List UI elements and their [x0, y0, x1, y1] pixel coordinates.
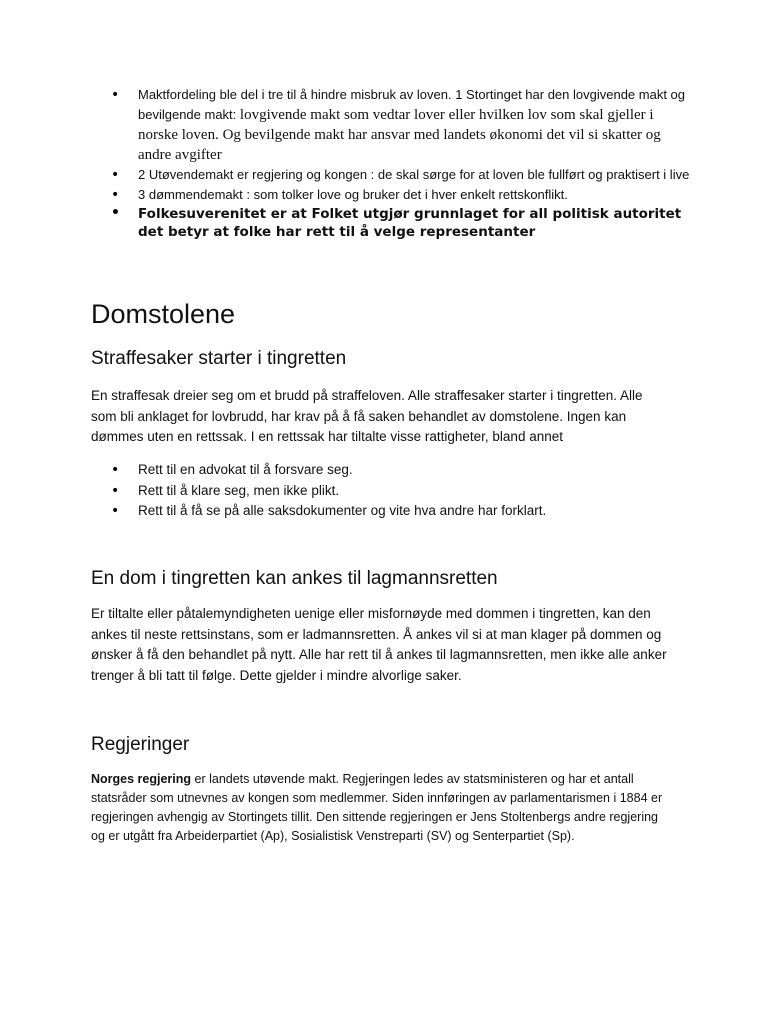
list-item-text-serif: lovgivende makt som vedtar lover eller hvilken lov som skal gjeller i norske loven. Og bevilgende makt har ansvar med landets økonomi det vil si skatter og andre avgifter [138, 107, 661, 163]
heading-domstolene: Domstolene [91, 299, 236, 329]
list-item: • Rett til en advokat til å forsvare seg. [92, 460, 692, 481]
rights-list [92, 460, 692, 522]
list-item: • 2 Utøvendemakt er regjering og kongen : de skal sørge for at loven ble fullført og praktisert i live [92, 165, 692, 185]
section-paragraph: En straffesak dreier seg om et brudd på straffeloven. Alle straffesaker starter i tingretten. Alle som bli anklaget for lovbrudd, har krav på å få saken behandlet av domstolene. Ingen kan dømmes uten en rettssak. I en rettssak har tiltalte visse rattigheter, bland annet [91, 388, 643, 444]
paragraph-text: er landets utøvende makt. Regjeringen ledes av statsministeren og har et antall statsråder som utnevnes av kongen som medlemmer. Siden innføringen av parlamentarismen i 1884 er regjeringen avhengig av Stortingets tillit. Den sittende regjeringen er Jens Stoltenbergs andre regjering og er utgått fra Arbeiderpartiet (Ap), Sosialistisk Venstreparti (SV) og Senterpartiet (Sp). [91, 772, 663, 843]
list-item: • Rett til å klare seg, men ikke plikt. [92, 481, 692, 502]
list-item: • Folkesuverenitet er at Folket utgjør grunnlaget for all politisk autoritet det betyr at folke har rett til å velge representanter [92, 205, 692, 241]
section-heading: En dom i tingretten kan ankes til lagmannsretten [91, 568, 498, 589]
section-heading: Regjeringer [91, 734, 190, 755]
section-paragraph [91, 770, 671, 846]
bold-lead: Norges regjering [91, 772, 192, 786]
list-item [92, 85, 692, 165]
list-item: • Rett til å få se på alle saksdokumenter og vite hva andre har forklart. [92, 501, 692, 522]
list-item: • 3 dømmendemakt : som tolker love og bruker det i hver enkelt rettskonflikt. [92, 185, 692, 205]
powers-list [92, 85, 692, 241]
section-paragraph: Er tiltalte eller påtalemyndigheten uenige eller misfornøyde med dommen i tingretten, kan den ankes til neste rettsinstans, som er ladmannsretten. Å ankes vil si at man klager på dommen og ønsker å få den behandlet på nytt. Alle har rett til å ankes til lagmannsretten, men ikke alle anker trenger å bli tatt til følge. Dette gjelder i mindre alvorlige saker. [91, 606, 667, 683]
section-heading: Straffesaker starter i tingretten [91, 348, 347, 369]
list-item-text: Maktfordeling ble del i tre til å hindre misbruk av loven. 1 Stortinget har den lovgivende makt og bevilgende makt: [138, 87, 686, 122]
